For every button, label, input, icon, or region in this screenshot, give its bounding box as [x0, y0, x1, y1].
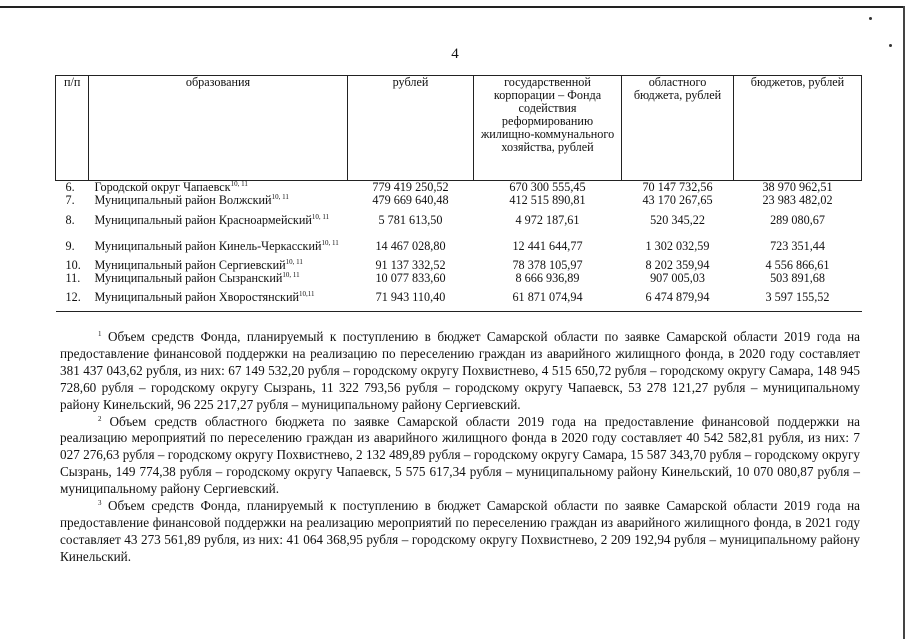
row-fund: 12 441 644,77	[512, 238, 583, 253]
row-local: 4 556 866,61	[765, 258, 830, 272]
row-fund: 670 300 555,45	[474, 181, 622, 195]
footnote-ref: 10, 11	[285, 258, 303, 266]
row-number: 6.	[56, 181, 89, 195]
footnote-ref: 10,11	[299, 290, 315, 299]
row-name: Муниципальный район Кинель-Черкасский	[94, 238, 322, 253]
header-municipality: образования	[89, 76, 348, 181]
row-municipality	[89, 272, 348, 285]
row-name: Муниципальный район Сергиевский	[94, 258, 286, 272]
row-name: Муниципальный район Сызранский	[94, 271, 283, 285]
row-regional: 907 005,03	[650, 271, 705, 285]
row-municipality	[89, 181, 348, 195]
row-municipality	[89, 194, 348, 207]
row-total: 91 137 332,52	[375, 258, 446, 272]
table-row	[56, 233, 862, 259]
footnote-ref: 10, 11	[311, 212, 330, 221]
row-local: 23 983 482,02	[762, 193, 833, 207]
footnote-mark: 3	[98, 499, 102, 508]
header-local-budgets: бюджетов, рублей	[734, 76, 862, 181]
table-row	[56, 272, 862, 285]
row-municipality	[89, 207, 348, 233]
footnote-mark: 1	[98, 330, 102, 338]
row-number: 9.	[65, 238, 75, 253]
row-number: 11.	[65, 271, 81, 285]
row-regional: 1 302 032,59	[645, 238, 710, 253]
footnote-ref: 10, 11	[271, 193, 289, 201]
table-header-row	[56, 76, 862, 181]
row-regional: 70 147 732,56	[622, 181, 734, 195]
row-local: 503 891,68	[770, 271, 825, 285]
table-row	[56, 207, 862, 233]
row-fund: 61 871 074,94	[474, 285, 622, 311]
row-regional: 8 202 359,94	[645, 258, 710, 272]
row-total: 5 781 613,50	[378, 212, 443, 227]
footnote-mark: 2	[98, 414, 102, 423]
row-municipality	[89, 233, 348, 259]
row-local: 289 080,67	[770, 212, 825, 227]
row-total: 479 669 640,48	[372, 193, 449, 207]
row-regional: 6 474 879,94	[622, 285, 734, 311]
footnote-1	[60, 329, 860, 414]
footnote-text: Объем средств Фонда, планируемый к поступлению в бюджет Самарской области по заявке Самарской области 2019 года на предоставление финансовой поддержки на реализацию по переселению граждан из аварийного жилищного фонда, в 2020 году составляет 381 437 043,62 рубля, из них: 67 149 532,20 рубля – городскому округу Похвистнево, 4 515 650,72 рубля – городскому округу Самара, 148 945 728,60 рубля – городскому округу Сызрань, 11 322 793,56 рубля – городскому округу Чапаевск, 53 278 121,27 рубля – муниципальному району Кинельский, 96 225 217,27 рубля – муниципальному району Сергиевский.	[60, 329, 860, 412]
row-municipality	[89, 285, 348, 311]
row-number: 12.	[56, 285, 89, 311]
row-number: 7.	[65, 193, 75, 207]
row-name: Муниципальный район Красноармейский	[94, 212, 312, 227]
header-number: п/п	[56, 76, 89, 181]
row-total: 71 943 110,40	[348, 285, 474, 311]
row-local: 723 351,44	[770, 238, 825, 253]
row-regional: 520 345,22	[650, 212, 705, 227]
row-local: 3 597 155,52	[734, 285, 862, 311]
header-total: рублей	[348, 76, 474, 181]
row-fund: 412 515 890,81	[509, 193, 586, 207]
footnotes	[60, 329, 860, 566]
row-fund: 78 378 105,97	[512, 258, 583, 272]
row-name: Муниципальный район Волжский	[94, 193, 272, 207]
row-local: 38 970 962,51	[734, 181, 862, 195]
scan-speck	[869, 17, 872, 20]
footnote-ref: 10, 11	[230, 180, 248, 188]
row-regional: 43 170 267,65	[642, 193, 713, 207]
row-name: Муниципальный район Хворостянский	[94, 290, 299, 305]
row-number: 8.	[65, 212, 75, 227]
page-number: 4	[451, 46, 459, 62]
scan-speck	[889, 44, 892, 47]
footnote-3	[60, 498, 860, 566]
footnote-text: Объем средств Фонда, планируемый к поступлению в бюджет Самарской области по заявке Самарской области 2019 года на предоставление финансовой поддержки на реализацию мероприятий по переселению граждан из аварийного жилищного фонда, в 2021 году составляет 43 273 561,89 рубля, из них: 41 064 368,95 рубля – городскому округу Похвистнево, 2 209 192,94 рубля – муниципальному району Кинельский.	[60, 498, 860, 564]
table-row	[56, 285, 862, 311]
row-total: 779 419 250,52	[348, 181, 474, 195]
row-fund: 8 666 936,89	[515, 271, 580, 285]
row-fund: 4 972 187,61	[515, 212, 580, 227]
row-number: 10.	[65, 258, 81, 272]
page-top-border	[0, 6, 905, 8]
table-row	[56, 194, 862, 207]
header-regional-budget: областного бюджета, рублей	[622, 76, 734, 181]
row-total: 14 467 028,80	[375, 238, 446, 253]
footnote-ref: 10, 11	[282, 271, 300, 279]
budget-table	[55, 75, 862, 312]
footnote-ref: 10, 11	[321, 238, 339, 247]
footnote-text: Объем средств областного бюджета по заявке Самарской области 2019 года на предоставление финансовой поддержки на реализацию мероприятий по переселению граждан из аварийного жилищного фонда в 2020 году составляет 40 542 582,81 рубля, из них: 7 027 276,63 рубля – городскому округу Похвистнево, 2 132 489,89 рубля – городскому округу Самара, 15 587 343,70 рубля – городскому округу Сызрань, 149 774,38 рубля – городскому округу Чапаевск, 5 575 617,34 рубля – муниципальному району Кинельский, 10 070 080,87 рубля – муниципальному району Сергиевский.	[60, 413, 861, 497]
header-fund: государственной корпорации – Фонда содействия реформированию жилищно-коммунального хозяйства, рублей	[474, 76, 622, 181]
table-row	[56, 181, 862, 195]
row-name: Городской округ Чапаевск	[94, 180, 231, 194]
row-total: 10 077 833,60	[375, 271, 446, 285]
footnote-2	[60, 414, 860, 499]
